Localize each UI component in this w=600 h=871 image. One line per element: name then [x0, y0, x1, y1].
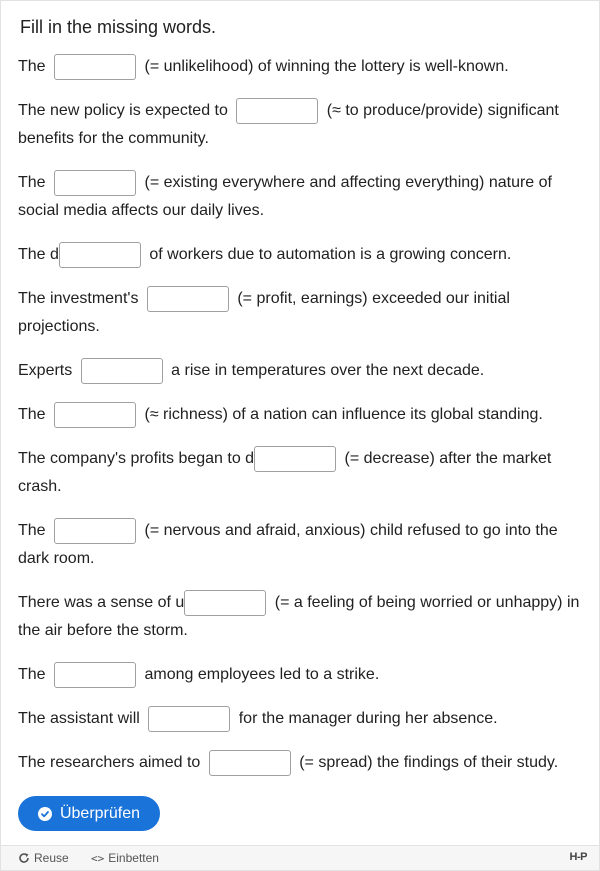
question-text-after: (= nervous and afraid, anxious) child refused to go into the dark room. [18, 522, 558, 567]
question-text-after: (= decrease) after the market crash. [18, 450, 552, 495]
question-item [18, 445, 590, 501]
h5p-logo: H-P [569, 851, 587, 863]
question-text-before: The researchers aimed to [18, 754, 201, 771]
question-item [18, 749, 590, 777]
question-text-after: (≈ to produce/provide) significant benefits for the community. [18, 102, 559, 147]
answer-gap-input[interactable] [59, 242, 141, 268]
question-item [18, 401, 590, 429]
answer-gap-input[interactable] [254, 446, 336, 472]
answer-gap-input[interactable] [54, 402, 136, 428]
answer-gap-input[interactable] [54, 54, 136, 80]
question-item [18, 285, 590, 341]
reuse-icon [18, 852, 30, 864]
question-text-before: The assistant will [18, 710, 140, 727]
question-text-before: Experts [18, 362, 73, 379]
question-text-before: The [18, 666, 46, 683]
embed-label: Einbetten [108, 851, 159, 865]
reuse-label: Reuse [34, 851, 69, 865]
answer-gap-input[interactable] [81, 358, 163, 384]
answer-gap-input[interactable] [148, 706, 230, 732]
answer-gap-input[interactable] [209, 750, 291, 776]
question-text-before: There was a sense of u [18, 594, 185, 611]
answer-gap-input[interactable] [236, 98, 318, 124]
check-button[interactable] [18, 796, 160, 831]
question-text-before: The investment's [18, 290, 139, 307]
embed-link[interactable] [91, 846, 159, 870]
answer-gap-input[interactable] [54, 518, 136, 544]
answer-gap-input[interactable] [54, 170, 136, 196]
question-text-after: (= existing everywhere and affecting everything) nature of social media affects our daily lives. [18, 174, 552, 219]
question-item [18, 517, 590, 573]
question-text-before: The d [18, 246, 59, 263]
question-item [18, 661, 590, 689]
check-button-label: Überprüfen [59, 804, 141, 822]
question-item [18, 97, 590, 153]
question-text-after: (= unlikelihood) of winning the lottery is well-known. [144, 58, 509, 75]
question-text-after: (= spread) the findings of their study. [299, 754, 559, 771]
task-description: Fill in the missing words. [20, 17, 217, 37]
question-text-before: The [18, 58, 46, 75]
question-text-before: The new policy is expected to [18, 102, 228, 119]
question-item [18, 357, 590, 385]
answer-gap-input[interactable] [147, 286, 229, 312]
answer-gap-input[interactable] [184, 590, 266, 616]
question-text-before: The [18, 174, 46, 191]
question-text-before: The [18, 406, 46, 423]
question-item [18, 241, 590, 269]
question-item [18, 705, 590, 733]
question-item [18, 53, 590, 81]
question-item [18, 589, 590, 645]
question-text-after: (= profit, earnings) exceeded our initial projections. [18, 290, 510, 335]
question-text-after: for the manager during her absence. [238, 710, 498, 727]
reuse-link[interactable] [18, 846, 69, 870]
question-list [18, 53, 590, 793]
code-icon: <> [91, 851, 105, 865]
question-text-before: The [18, 522, 46, 539]
question-text-after: (≈ richness) of a nation can influence its global standing. [144, 406, 543, 423]
question-text-after: a rise in temperatures over the next decade. [171, 362, 485, 379]
footer-bar [1, 845, 599, 870]
question-text-after: (= a feeling of being worried or unhappy) in the air before the storm. [18, 594, 580, 639]
question-text-before: The company's profits began to d [18, 450, 255, 467]
question-text-after: among employees led to a strike. [144, 666, 380, 683]
answer-gap-input[interactable] [54, 662, 136, 688]
check-circle-icon [38, 807, 52, 821]
question-item [18, 169, 590, 225]
question-text-after: of workers due to automation is a growing concern. [149, 246, 512, 263]
